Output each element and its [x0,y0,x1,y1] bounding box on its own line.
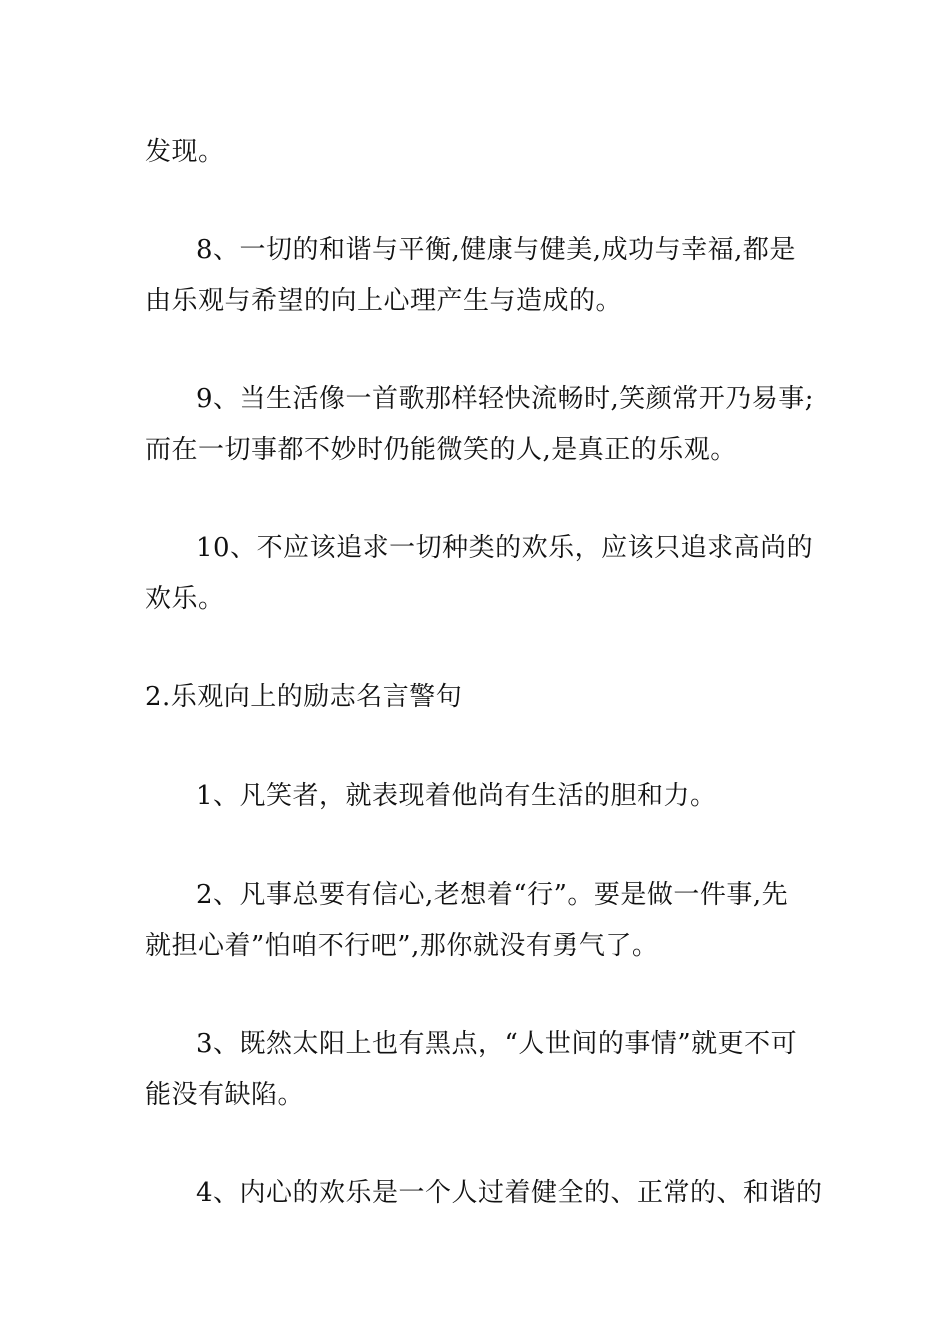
quote-3-line-1: 3、既然太阳上也有黑点，“人世间的事情”就更不可 [196,1029,798,1059]
section-heading: 2.乐观向上的励志名言警句 [145,682,463,712]
text-line-continuation: 发现。 [145,137,225,167]
quote-2-line-1: 2、凡事总要有信心,老想着“行”。要是做一件事,先 [196,880,789,910]
quote-1-line-1: 1、凡笑者，就表现着他尚有生活的胆和力。 [196,781,717,811]
quote-9-line-1: 9、当生活像一首歌那样轻快流畅时,笑颜常开乃易事; [196,384,815,414]
quote-10-line-1: 10、不应该追求一切种类的欢乐，应该只追求高尚的 [196,533,814,563]
quote-3-line-2: 能没有缺陷。 [145,1080,305,1110]
quote-4-line-1: 4、内心的欢乐是一个人过着健全的、正常的、和谐的 [196,1178,823,1208]
quote-10-line-2: 欢乐。 [145,584,225,614]
quote-8-line-1: 8、一切的和谐与平衡,健康与健美,成功与幸福,都是 [196,235,796,265]
quote-2-line-2: 就担心着”怕咱不行吧”,那你就没有勇气了。 [145,931,659,961]
quote-8-line-2: 由乐观与希望的向上心理产生与造成的。 [145,286,623,316]
quote-9-line-2: 而在一切事都不妙时仍能微笑的人,是真正的乐观。 [145,435,737,465]
